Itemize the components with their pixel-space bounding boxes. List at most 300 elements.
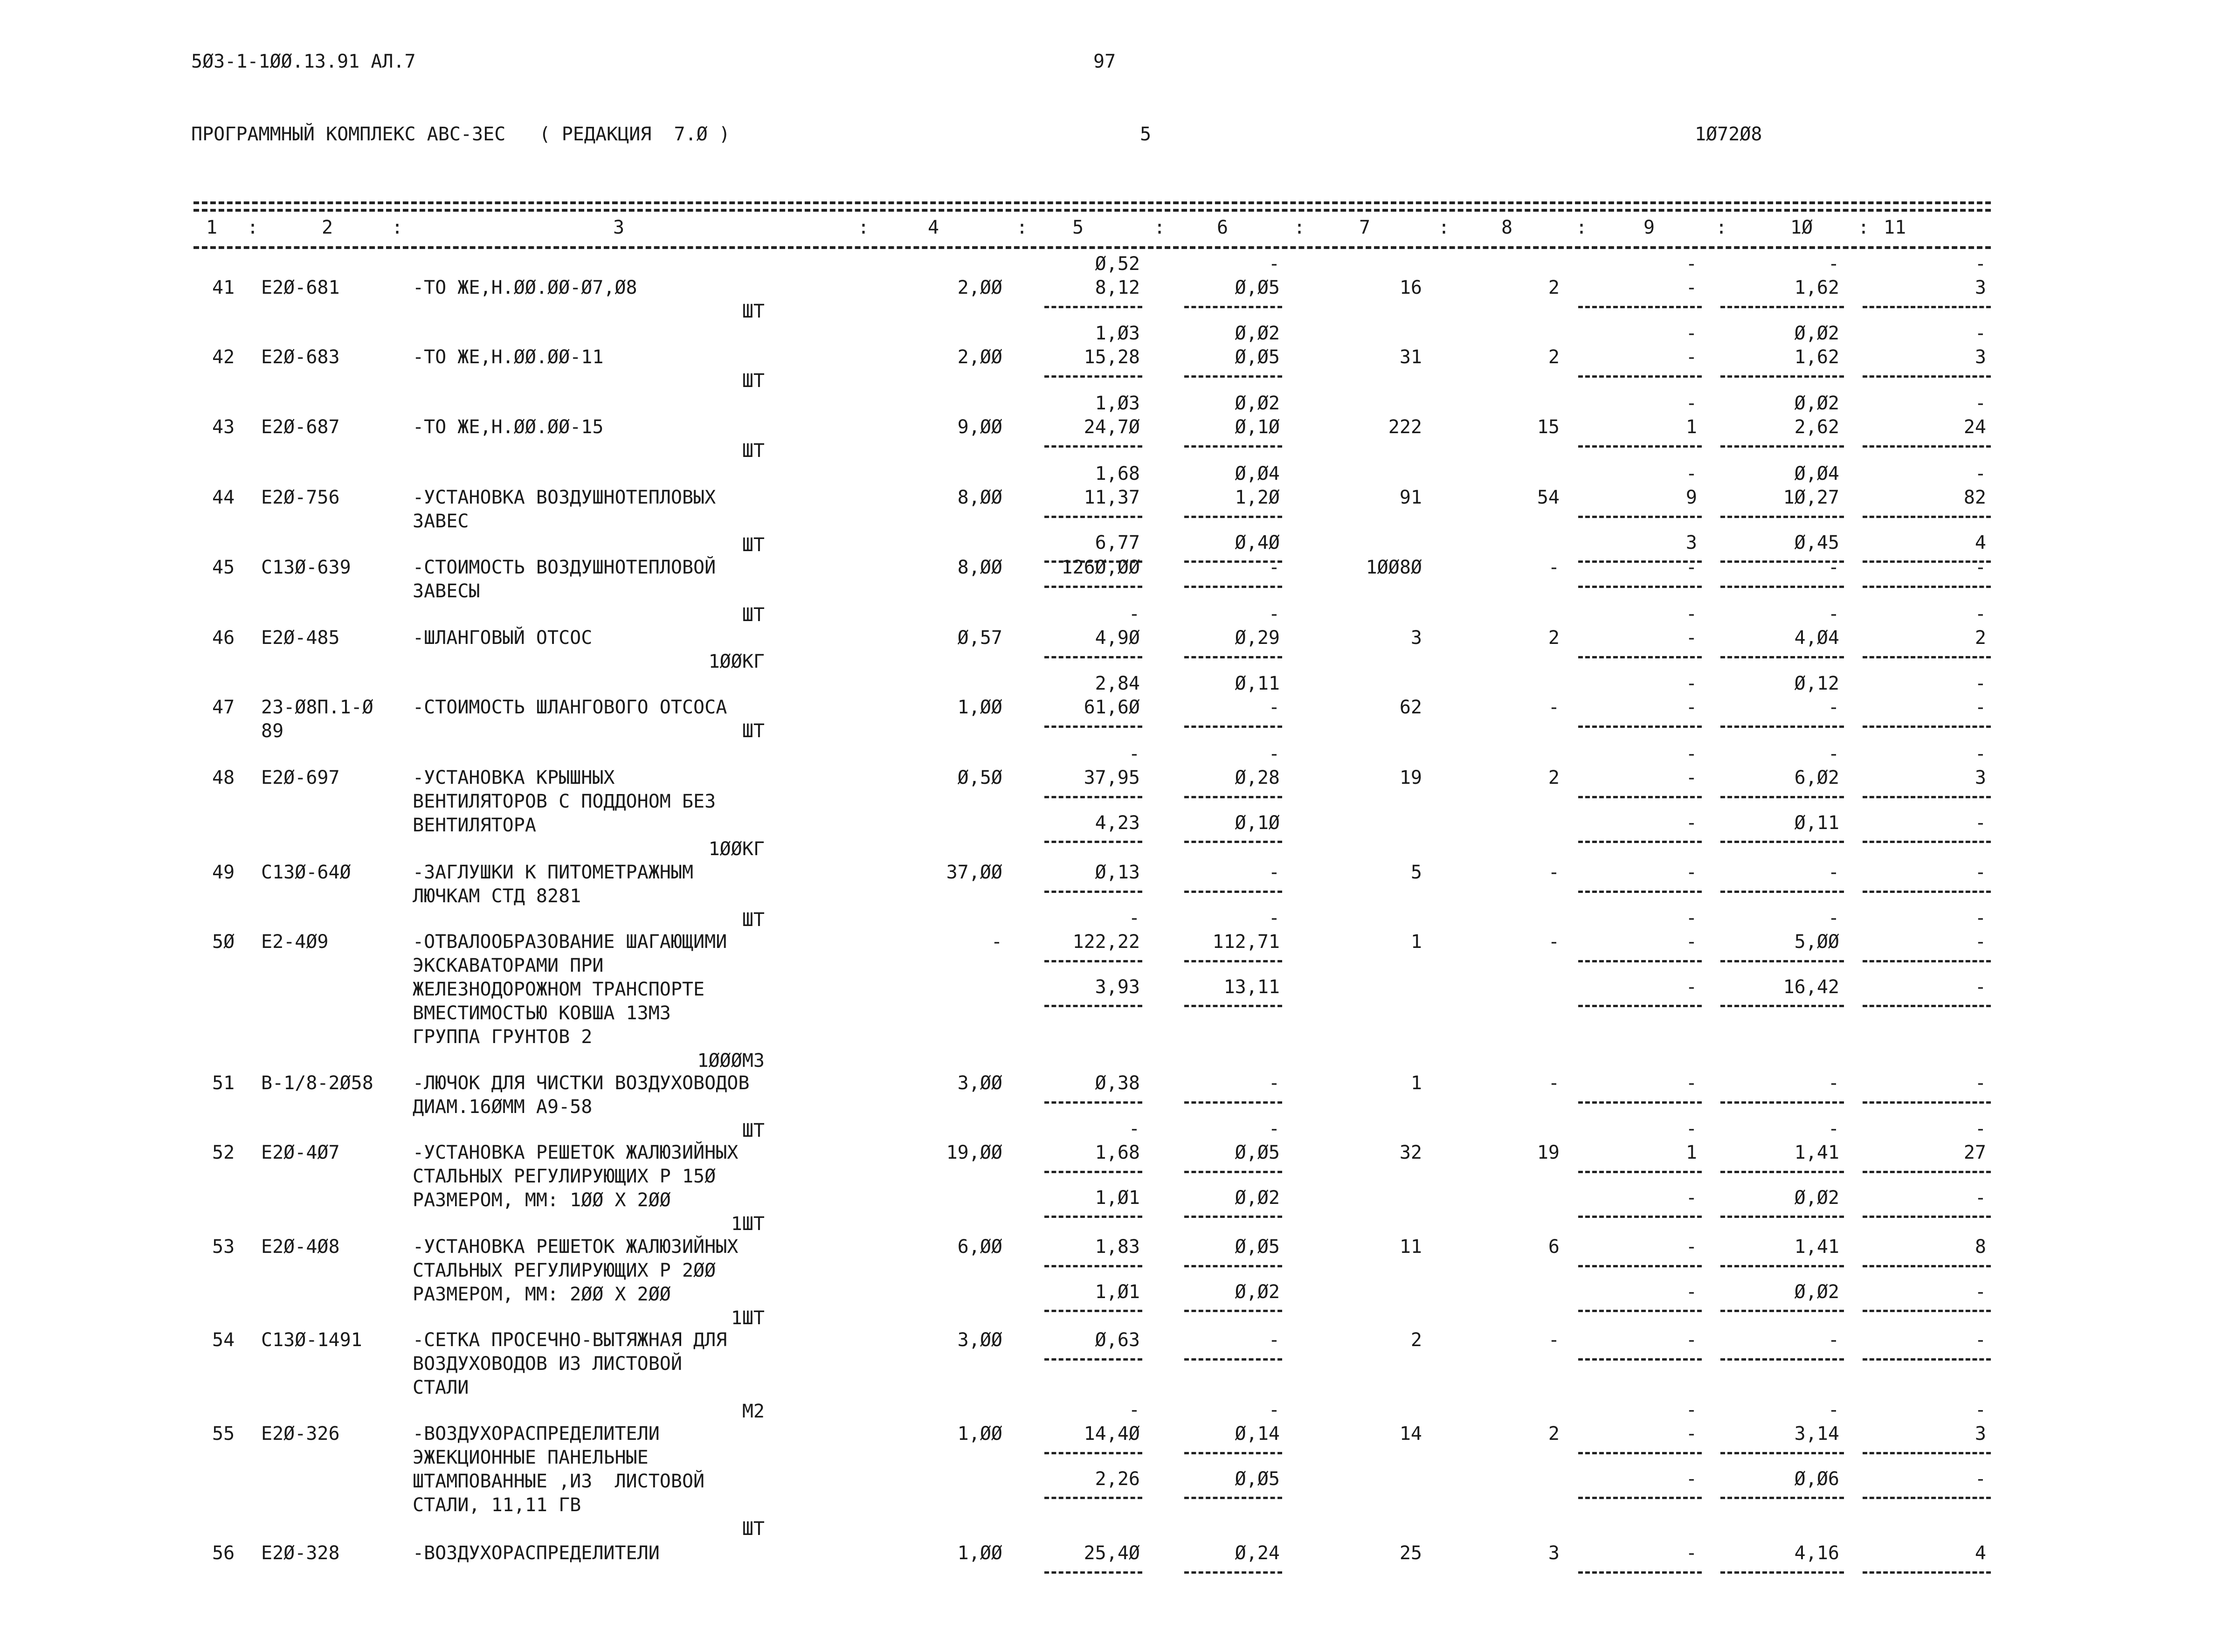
row-c10-top: - — [1828, 1118, 1839, 1140]
row-c11: 27 — [1963, 1142, 1986, 1163]
row-separator-c5 — [1044, 726, 1142, 728]
row-separator-c9 — [1578, 726, 1702, 728]
row-c8: - — [1548, 931, 1560, 953]
row-c8: 2 — [1548, 1423, 1560, 1445]
row-quantity: 19,ØØ — [946, 1142, 1002, 1163]
row-separator-bottom-c5 — [1044, 1005, 1142, 1007]
row-separator-bottom-c5 — [1044, 1497, 1142, 1499]
row-c11: - — [1975, 697, 1986, 718]
row-c10-top: - — [1828, 603, 1839, 625]
row-c9: - — [1685, 931, 1697, 953]
column-separator: : — [858, 217, 870, 238]
row-unit: 1ШТ — [731, 1307, 765, 1329]
row-quantity: 1,ØØ — [957, 1542, 1002, 1564]
row-c10-top: Ø,Ø2 — [1794, 393, 1839, 414]
row-c5: 4,9Ø — [1095, 627, 1140, 649]
row-separator-c10 — [1720, 445, 1844, 448]
row-code: Е2Ø-4Ø7 — [261, 1142, 340, 1163]
row-description: ДИАМ.16ØММ А9-58 — [413, 1096, 593, 1118]
row-quantity: 9,ØØ — [957, 416, 1002, 438]
row-c6-top: Ø,Ø2 — [1235, 323, 1280, 344]
row-c6-top: - — [1268, 907, 1280, 929]
row-c6: 112,71 — [1212, 931, 1280, 953]
row-c6: - — [1268, 697, 1280, 718]
row-separator-bottom-c5 — [1044, 841, 1142, 843]
row-code: Е2Ø-328 — [261, 1542, 340, 1564]
row-unit: 1ШТ — [731, 1213, 765, 1235]
row-separator-c11 — [1863, 796, 1991, 798]
row-c11-top: - — [1975, 603, 1986, 625]
row-separator-c11 — [1863, 1571, 1991, 1574]
row-c6: Ø,Ø5 — [1235, 277, 1280, 298]
row-code: Е2Ø-326 — [261, 1423, 340, 1445]
row-c11-bottom: - — [1975, 976, 1986, 998]
column-header: 4 — [928, 217, 939, 238]
row-quantity: - — [991, 931, 1002, 953]
row-unit: ШТ — [742, 909, 765, 931]
row-separator-c11 — [1863, 586, 1991, 588]
row-c10-top: Ø,Ø2 — [1794, 323, 1839, 344]
row-quantity: 8,ØØ — [957, 557, 1002, 578]
row-code: Е2Ø-683 — [261, 346, 340, 368]
column-header: 5 — [1072, 217, 1084, 238]
row-number: 51 — [212, 1072, 235, 1094]
row-c9: - — [1685, 346, 1697, 368]
row-separator-c11 — [1863, 1265, 1991, 1267]
row-separator-bottom-c11 — [1863, 560, 1991, 563]
row-c10: 1Ø,27 — [1783, 487, 1839, 508]
row-unit: ШТ — [742, 301, 765, 322]
row-separator-c10 — [1720, 375, 1844, 378]
row-separator-c10 — [1720, 960, 1844, 962]
row-separator-c6 — [1184, 1358, 1282, 1361]
row-c6: Ø,Ø5 — [1235, 1236, 1280, 1258]
row-quantity: 2,ØØ — [957, 346, 1002, 368]
row-c9: - — [1685, 862, 1697, 883]
row-c11-top: - — [1975, 253, 1986, 275]
row-c5: 14,4Ø — [1084, 1423, 1140, 1445]
row-code-cont: 89 — [261, 720, 284, 742]
row-separator-c9 — [1578, 375, 1702, 378]
row-c9-top: - — [1685, 603, 1697, 625]
row-c5: 15,28 — [1084, 346, 1140, 368]
row-number: 44 — [212, 487, 235, 508]
row-c9: - — [1685, 767, 1697, 788]
row-c5: 1,68 — [1095, 1142, 1140, 1163]
row-separator-c11 — [1863, 656, 1991, 658]
row-unit: 1ØØКГ — [708, 838, 765, 860]
row-quantity: 8,ØØ — [957, 487, 1002, 508]
column-header: 8 — [1501, 217, 1513, 238]
row-separator-bottom-c9 — [1578, 1216, 1702, 1218]
row-c10: - — [1828, 697, 1839, 718]
row-c8: 6 — [1548, 1236, 1560, 1258]
row-description: -УСТАНОВКА КРЫШНЫХ — [413, 767, 615, 788]
row-c8: 2 — [1548, 277, 1560, 298]
row-quantity: 3,ØØ — [957, 1072, 1002, 1094]
row-separator-c6 — [1184, 726, 1282, 728]
row-c6-bottom: Ø,1Ø — [1235, 812, 1280, 834]
row-separator-c5 — [1044, 1171, 1142, 1173]
row-code: 23-Ø8П.1-Ø — [261, 697, 373, 718]
row-c11: - — [1975, 1072, 1986, 1094]
row-c9: 1 — [1685, 1142, 1697, 1163]
row-c10: - — [1828, 862, 1839, 883]
row-c8: - — [1548, 557, 1560, 578]
row-c10-top: - — [1828, 743, 1839, 765]
row-separator-c10 — [1720, 516, 1844, 518]
table-top-rule-2 — [193, 209, 1991, 212]
row-separator-c6 — [1184, 656, 1282, 658]
row-c9: - — [1685, 1542, 1697, 1564]
row-separator-c9 — [1578, 445, 1702, 448]
row-separator-c6 — [1184, 375, 1282, 378]
row-c9-top: - — [1685, 393, 1697, 414]
row-c5: 25,4Ø — [1084, 1542, 1140, 1564]
row-separator-c11 — [1863, 960, 1991, 962]
row-description: -ШЛАНГОВЫЙ ОТСОС — [413, 627, 593, 649]
row-code: Е2Ø-485 — [261, 627, 340, 649]
row-unit: 1ØØØМ3 — [697, 1050, 765, 1071]
row-c10: - — [1828, 1072, 1839, 1094]
row-c5-top: - — [1128, 907, 1140, 929]
row-separator-c5 — [1044, 1571, 1142, 1574]
row-unit: ШТ — [742, 440, 765, 462]
row-c10: 4,16 — [1794, 1542, 1839, 1564]
column-separator: : — [1858, 217, 1870, 238]
row-separator-c10 — [1720, 1171, 1844, 1173]
row-c8: - — [1548, 1329, 1560, 1351]
row-c6: - — [1268, 862, 1280, 883]
row-separator-bottom-c9 — [1578, 1497, 1702, 1499]
row-separator-c5 — [1044, 445, 1142, 448]
row-description: ВЕНТИЛЯТОРОВ С ПОДДОНОМ БЕЗ — [413, 791, 716, 812]
row-separator-bottom-c10 — [1720, 1216, 1844, 1218]
row-c9-top: - — [1685, 1118, 1697, 1140]
row-c7: 11 — [1399, 1236, 1422, 1258]
row-c5-bottom: 6,77 — [1095, 532, 1140, 553]
row-c10: - — [1828, 1329, 1839, 1351]
row-unit: 1ØØКГ — [708, 651, 765, 672]
row-c11-top: - — [1975, 463, 1986, 484]
row-c10: 1,41 — [1794, 1236, 1839, 1258]
row-separator-c11 — [1863, 1101, 1991, 1104]
row-separator-c5 — [1044, 1101, 1142, 1104]
column-separator: : — [1576, 217, 1588, 238]
row-c9: - — [1685, 1236, 1697, 1258]
row-number: 47 — [212, 697, 235, 718]
row-c10: 3,14 — [1794, 1423, 1839, 1445]
row-c5-bottom: 3,93 — [1095, 976, 1140, 998]
row-c6-top: - — [1268, 1118, 1280, 1140]
row-c8: 2 — [1548, 627, 1560, 649]
row-c10-top: Ø,Ø4 — [1794, 463, 1839, 484]
row-code: С13Ø-1491 — [261, 1329, 362, 1351]
row-number: 53 — [212, 1236, 235, 1258]
row-separator-c9 — [1578, 516, 1702, 518]
row-separator-c5 — [1044, 375, 1142, 378]
column-separator: : — [392, 217, 403, 238]
row-description: -ТО ЖЕ,Н.ØØ.ØØ-Ø7,Ø8 — [413, 277, 637, 298]
row-c5-bottom: 1,Ø1 — [1095, 1187, 1140, 1209]
row-c9-top: - — [1685, 1399, 1697, 1421]
row-separator-c9 — [1578, 306, 1702, 308]
row-c10-bottom: Ø,Ø6 — [1794, 1468, 1839, 1490]
row-separator-c6 — [1184, 1452, 1282, 1454]
row-c5: 37,95 — [1084, 767, 1140, 788]
row-quantity: 2,ØØ — [957, 277, 1002, 298]
row-c10-bottom: Ø,11 — [1794, 812, 1839, 834]
row-description: -СЕТКА ПРОСЕЧНО-ВЫТЯЖНАЯ ДЛЯ — [413, 1329, 727, 1351]
row-separator-c11 — [1863, 306, 1991, 308]
row-separator-c10 — [1720, 1265, 1844, 1267]
row-separator-bottom-c9 — [1578, 560, 1702, 563]
row-quantity: Ø,57 — [957, 627, 1002, 649]
row-unit: ШТ — [742, 1120, 765, 1141]
row-number: 46 — [212, 627, 235, 649]
row-separator-bottom-c6 — [1184, 1310, 1282, 1312]
row-c11-bottom: - — [1975, 1187, 1986, 1209]
row-unit: ШТ — [742, 604, 765, 626]
row-description: ЛЮЧКАМ СТД 8281 — [413, 885, 581, 907]
row-separator-c9 — [1578, 960, 1702, 962]
row-separator-c6 — [1184, 586, 1282, 588]
row-c5: 126Ø,ØØ — [1061, 557, 1140, 578]
row-separator-c10 — [1720, 656, 1844, 658]
row-c6: - — [1268, 1072, 1280, 1094]
row-c7: 222 — [1388, 416, 1422, 438]
column-header: 1 — [206, 217, 218, 238]
row-separator-c11 — [1863, 891, 1991, 893]
row-c6-top: Ø,11 — [1235, 673, 1280, 694]
row-description: -ЛЮЧОК ДЛЯ ЧИСТКИ ВОЗДУХОВОДОВ — [413, 1072, 750, 1094]
row-c6-top: - — [1268, 603, 1280, 625]
row-separator-c5 — [1044, 960, 1142, 962]
row-c10-bottom: Ø,Ø2 — [1794, 1187, 1839, 1209]
row-number: 48 — [212, 767, 235, 788]
row-number: 42 — [212, 346, 235, 368]
row-separator-c6 — [1184, 960, 1282, 962]
row-separator-c10 — [1720, 796, 1844, 798]
row-c9-bottom: - — [1685, 1187, 1697, 1209]
row-c7: 91 — [1399, 487, 1422, 508]
row-separator-c9 — [1578, 1265, 1702, 1267]
row-separator-c10 — [1720, 1101, 1844, 1104]
row-c5: 1,83 — [1095, 1236, 1140, 1258]
program-title: ПРОГРАММНЫЙ КОМПЛЕКС АВС-3ЕС ( РЕДАКЦИЯ 7.Ø ) — [191, 124, 730, 145]
row-separator-bottom-c11 — [1863, 1497, 1991, 1499]
row-c10-top: - — [1828, 253, 1839, 275]
row-code: Е2Ø-4Ø8 — [261, 1236, 340, 1258]
row-c9-bottom: - — [1685, 1468, 1697, 1490]
row-separator-c9 — [1578, 1171, 1702, 1173]
row-c7: 1ØØ8Ø — [1366, 557, 1422, 578]
row-number: 49 — [212, 862, 235, 883]
column-separator: : — [247, 217, 259, 238]
row-number: 41 — [212, 277, 235, 298]
row-description: ВЕНТИЛЯТОРА — [413, 815, 536, 836]
row-c9: - — [1685, 1423, 1697, 1445]
row-c10: 1,62 — [1794, 277, 1839, 298]
row-separator-bottom-c11 — [1863, 1005, 1991, 1007]
row-separator-bottom-c6 — [1184, 841, 1282, 843]
column-header: 6 — [1217, 217, 1229, 238]
row-c11: 2 — [1975, 627, 1986, 649]
row-separator-c11 — [1863, 445, 1991, 448]
row-separator-c10 — [1720, 891, 1844, 893]
row-c10: 5,ØØ — [1794, 931, 1839, 953]
row-c11: 3 — [1975, 346, 1986, 368]
header-bottom-rule — [193, 246, 1991, 249]
row-c9-top: - — [1685, 907, 1697, 929]
row-c9-top: - — [1685, 673, 1697, 694]
row-c8: 3 — [1548, 1542, 1560, 1564]
row-separator-c11 — [1863, 1358, 1991, 1361]
row-code: Е2-4Ø9 — [261, 931, 329, 953]
row-c6: - — [1268, 1329, 1280, 1351]
row-c6: Ø,28 — [1235, 767, 1280, 788]
row-separator-bottom-c10 — [1720, 841, 1844, 843]
row-c6-bottom: Ø,Ø2 — [1235, 1187, 1280, 1209]
row-c5-top: Ø,52 — [1095, 253, 1140, 275]
row-separator-c9 — [1578, 1452, 1702, 1454]
row-separator-bottom-c11 — [1863, 841, 1991, 843]
row-description: ШТАМПОВАННЫЕ ,ИЗ ЛИСТОВОЙ — [413, 1471, 705, 1492]
doc-code: 5Ø3-1-1ØØ.13.91 АЛ.7 — [191, 51, 416, 72]
row-c5: 11,37 — [1084, 487, 1140, 508]
row-c5-top: - — [1128, 1118, 1140, 1140]
row-c6-bottom: Ø,Ø2 — [1235, 1281, 1280, 1303]
column-separator: : — [1016, 217, 1028, 238]
row-separator-c9 — [1578, 656, 1702, 658]
column-header: 3 — [613, 217, 625, 238]
row-c5-bottom: 4,23 — [1095, 812, 1140, 834]
row-c7: 62 — [1399, 697, 1422, 718]
row-description: ЭКСКАВАТОРАМИ ПРИ — [413, 955, 604, 976]
row-c6: Ø,1Ø — [1235, 416, 1280, 438]
row-separator-c5 — [1044, 516, 1142, 518]
row-c9: - — [1685, 697, 1697, 718]
row-description: -ВОЗДУХОРАСПРЕДЕЛИТЕЛИ — [413, 1542, 660, 1564]
row-code: С13Ø-639 — [261, 557, 351, 578]
row-c8: - — [1548, 1072, 1560, 1094]
row-c6-bottom: 13,11 — [1223, 976, 1280, 998]
row-number: 43 — [212, 416, 235, 438]
row-code: В-1/8-2Ø58 — [261, 1072, 373, 1094]
row-description: РАЗМЕРОМ, ММ: 1ØØ Х 2ØØ — [413, 1189, 671, 1211]
row-c6-bottom: Ø,Ø5 — [1235, 1468, 1280, 1490]
row-c5: 8,12 — [1095, 277, 1140, 298]
row-c5: Ø,63 — [1095, 1329, 1140, 1351]
row-quantity: 3,ØØ — [957, 1329, 1002, 1351]
row-description: СТАЛЬНЫХ РЕГУЛИРУЮЩИХ Р 2ØØ — [413, 1260, 716, 1281]
row-c5-top: - — [1128, 743, 1140, 765]
row-separator-c6 — [1184, 306, 1282, 308]
row-separator-c10 — [1720, 1358, 1844, 1361]
row-description: -СТОИМОСТЬ ШЛАНГОВОГО ОТСОСА — [413, 697, 727, 718]
row-separator-c9 — [1578, 586, 1702, 588]
row-unit: ШТ — [742, 720, 765, 742]
row-separator-bottom-c9 — [1578, 1005, 1702, 1007]
row-c7: 19 — [1399, 767, 1422, 788]
row-c5: 122,22 — [1072, 931, 1140, 953]
column-header: 9 — [1643, 217, 1655, 238]
row-c5-top: 1,68 — [1095, 463, 1140, 484]
row-c9-bottom: - — [1685, 812, 1697, 834]
row-separator-c9 — [1578, 1571, 1702, 1574]
row-separator-c5 — [1044, 656, 1142, 658]
row-unit: ШТ — [742, 1518, 765, 1540]
row-quantity: 1,ØØ — [957, 697, 1002, 718]
row-c11: - — [1975, 1329, 1986, 1351]
row-c6: Ø,24 — [1235, 1542, 1280, 1564]
row-quantity: 1,ØØ — [957, 1423, 1002, 1445]
row-separator-c5 — [1044, 1358, 1142, 1361]
row-c6: 1,2Ø — [1235, 487, 1280, 508]
row-number: 54 — [212, 1329, 235, 1351]
row-c6-top: Ø,Ø2 — [1235, 393, 1280, 414]
row-c7: 16 — [1399, 277, 1422, 298]
row-c11-top: - — [1975, 1399, 1986, 1421]
row-c8: 15 — [1537, 416, 1560, 438]
row-c10-bottom: Ø,45 — [1794, 532, 1839, 553]
row-c11: 4 — [1975, 1542, 1986, 1564]
row-code: Е2Ø-697 — [261, 767, 340, 788]
row-description: ЗАВЕСЫ — [413, 581, 480, 602]
row-c7: 5 — [1410, 862, 1422, 883]
row-c5-top: - — [1128, 1399, 1140, 1421]
row-separator-c9 — [1578, 891, 1702, 893]
row-separator-c10 — [1720, 726, 1844, 728]
row-code: Е2Ø-687 — [261, 416, 340, 438]
row-separator-c9 — [1578, 1358, 1702, 1361]
row-separator-c11 — [1863, 726, 1991, 728]
row-c5: Ø,38 — [1095, 1072, 1140, 1094]
row-c5: 61,6Ø — [1084, 697, 1140, 718]
row-separator-bottom-c10 — [1720, 560, 1844, 563]
row-c11: - — [1975, 557, 1986, 578]
row-description: ВОЗДУХОВОДОВ ИЗ ЛИСТОВОЙ — [413, 1353, 682, 1375]
row-quantity: 37,ØØ — [946, 862, 1002, 883]
row-separator-c6 — [1184, 1571, 1282, 1574]
row-separator-c6 — [1184, 1101, 1282, 1104]
row-separator-bottom-c5 — [1044, 1310, 1142, 1312]
row-separator-bottom-c6 — [1184, 1216, 1282, 1218]
sheet-number: 97 — [1093, 51, 1116, 72]
page-indicator: 5 — [1140, 124, 1152, 145]
row-separator-c11 — [1863, 1452, 1991, 1454]
row-c11: 3 — [1975, 1423, 1986, 1445]
row-separator-bottom-c6 — [1184, 1005, 1282, 1007]
row-description: -СТОИМОСТЬ ВОЗДУШНОТЕПЛОВОЙ — [413, 557, 716, 578]
row-c9-top: - — [1685, 323, 1697, 344]
column-separator: : — [1438, 217, 1450, 238]
row-c7: 32 — [1399, 1142, 1422, 1163]
row-c6: Ø,14 — [1235, 1423, 1280, 1445]
row-number: 45 — [212, 557, 235, 578]
row-c10: 2,62 — [1794, 416, 1839, 438]
row-description: -ЗАГЛУШКИ К ПИТОМЕТРАЖНЫМ — [413, 862, 694, 883]
row-c10: 4,Ø4 — [1794, 627, 1839, 649]
document-code: 1Ø72Ø8 — [1695, 124, 1762, 145]
row-description: -ОТВАЛООБРАЗОВАНИЕ ШАГАЮЩИМИ — [413, 931, 727, 953]
row-c8: - — [1548, 697, 1560, 718]
row-description: -ТО ЖЕ,Н.ØØ.ØØ-11 — [413, 346, 604, 368]
row-code: Е2Ø-756 — [261, 487, 340, 508]
row-description: -УСТАНОВКА РЕШЕТОК ЖАЛЮЗИЙНЫХ — [413, 1142, 739, 1163]
column-header: 2 — [322, 217, 333, 238]
row-separator-bottom-c9 — [1578, 1310, 1702, 1312]
